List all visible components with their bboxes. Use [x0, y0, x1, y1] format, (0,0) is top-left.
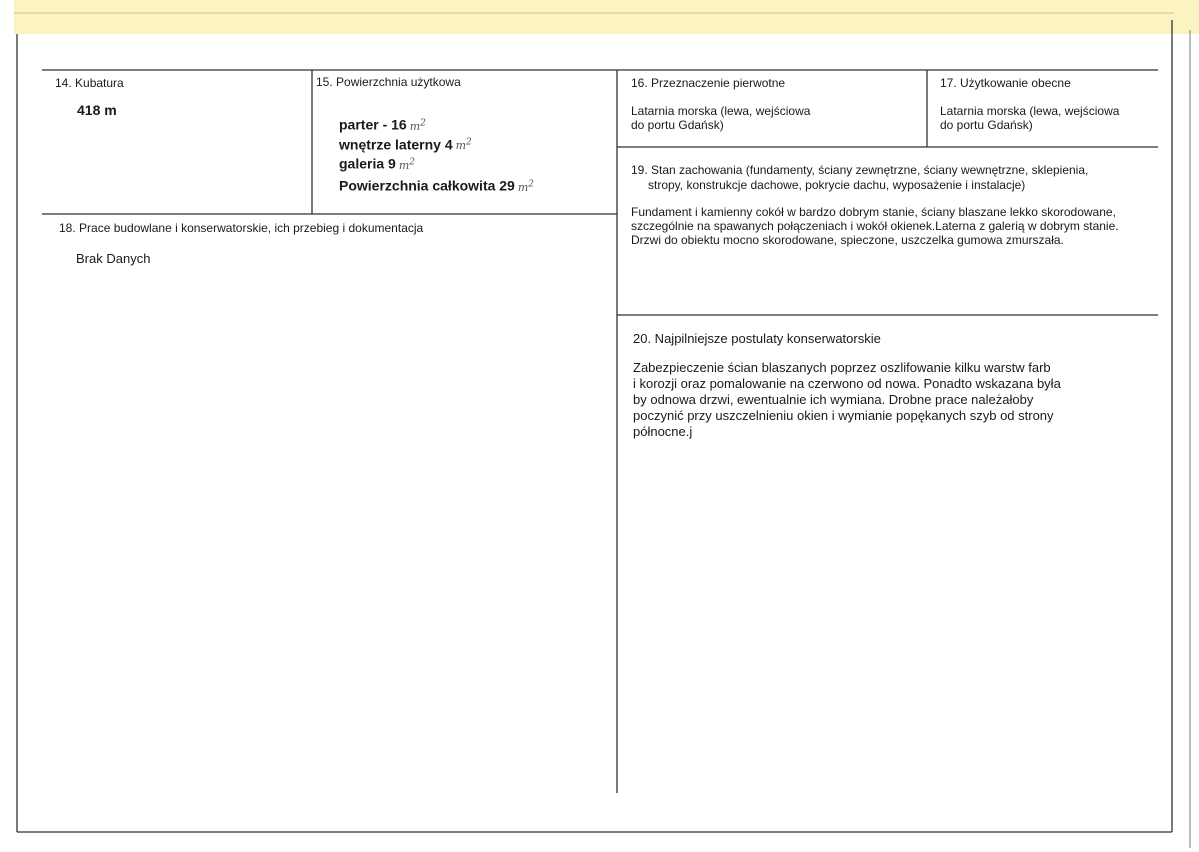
powierzchnia-list	[339, 115, 472, 174]
powierzchnia-total: Powierzchnia całkowita 29 $m^2$	[339, 177, 535, 194]
postulaty-text: Zabezpieczenie ścian blaszanych poprzez oszlifowanie kilku warstw farb i korozji oraz pomalowanie na czerwono od nowa. Ponadto wskazana była by odnowa drzwi, ewentualnie ich wymiana. Drobne prace należałoby poczynić przy uszczelnieniu okien i wymianie popękanych szyb od strony północne.j	[633, 360, 1061, 439]
prace-label: 18. Prace budowlane i konserwatorskie, ich przebieg i dokumentacja	[59, 221, 424, 235]
postulaty-label: 20. Najpilniejsze postulaty konserwatorskie	[633, 331, 881, 346]
handwritten-unit: $m^2$	[409, 118, 426, 133]
uzytkowanie-label: 17. Użytkowanie obecne	[940, 76, 1071, 90]
kubatura-label: 14. Kubatura	[55, 76, 124, 90]
powierzchnia-item-laterna: wnętrze laterny 4 $m^2$	[339, 136, 472, 153]
stan-text: Fundament i kamienny cokół w bardzo dobrym stanie, ściany blaszane lekko skorodowane, szczególnie na spawanych połączeniach i wokół okienek.Laterna z galerią w dobrym stanie. Drzwi do obiektu mocno skorodowane, spieczone, uszczelka gumowa zmurszała.	[631, 205, 1119, 247]
prace-value: Brak Danych	[76, 251, 151, 266]
przeznaczenie-label: 16. Przeznaczenie pierwotne	[631, 76, 786, 90]
stan-label: 19. Stan zachowania (fundamenty, ściany zewnętrzne, ściany wewnętrzne, sklepienia, stropy, konstrukcje dachowe, pokrycie dachu, wyposażenie i instalacje)	[631, 163, 1089, 192]
handwritten-unit: $m^2$	[398, 157, 415, 172]
powierzchnia-item-galeria: galeria 9 $m^2$	[339, 155, 415, 172]
uzytkowanie-text: Latarnia morska (lewa, wejściowa do portu Gdańsk)	[940, 104, 1120, 132]
handwritten-unit: $m^2$	[517, 179, 535, 194]
handwritten-unit: $m^2$	[455, 137, 472, 153]
powierzchnia-item-parter: parter - 16 $m^2$	[339, 116, 426, 133]
przeznaczenie-text: Latarnia morska (lewa, wejściowa do portu Gdańsk)	[631, 104, 811, 132]
kubatura-value: 418 m	[77, 102, 117, 118]
powierzchnia-label: 15. Powierzchnia użytkowa	[316, 75, 461, 89]
